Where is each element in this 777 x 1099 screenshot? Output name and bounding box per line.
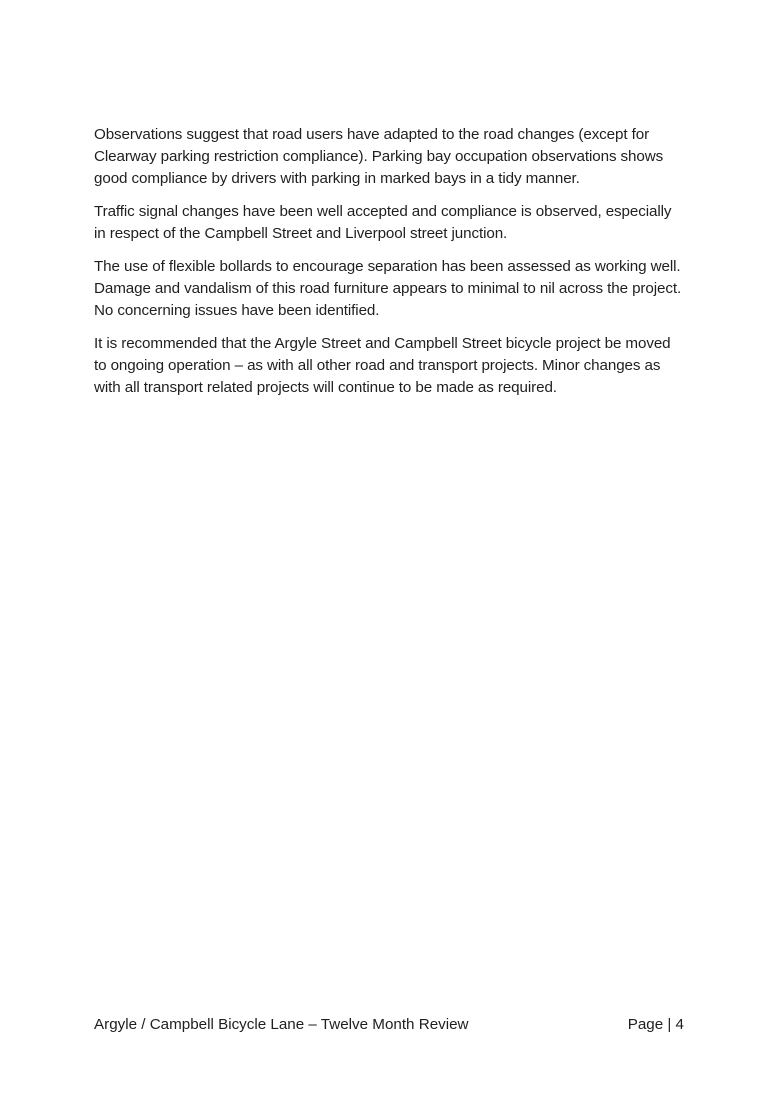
body-text bbox=[94, 124, 686, 410]
paragraph-flexible-bollards: The use of flexible bollards to encourage separation has been assessed as working well. Damage and vandalism of this road furniture appears to minimal to nil across the project. No concerning issues have been identified. bbox=[94, 258, 682, 319]
paragraph-observations: Observations suggest that road users have adapted to the road changes (except for Clearway parking restriction compliance). Parking bay occupation observations shows good compliance by drivers with parking in marked bays in a tidy manner. bbox=[94, 126, 664, 187]
paragraph-traffic-signals: Traffic signal changes have been well accepted and compliance is observed, especially in respect of the Campbell Street and Liverpool street junction. bbox=[94, 203, 672, 242]
paragraph-recommendation: It is recommended that the Argyle Street and Campbell Street bicycle project be moved to ongoing operation – as with all other road and transport projects. Minor changes as with all transport related projects will continue to be made as required. bbox=[94, 335, 671, 396]
page-footer bbox=[94, 1014, 684, 1036]
footer-document-title: Argyle / Campbell Bicycle Lane – Twelve Month Review bbox=[94, 1016, 469, 1033]
footer-page-number: Page | 4 bbox=[627, 1016, 684, 1033]
